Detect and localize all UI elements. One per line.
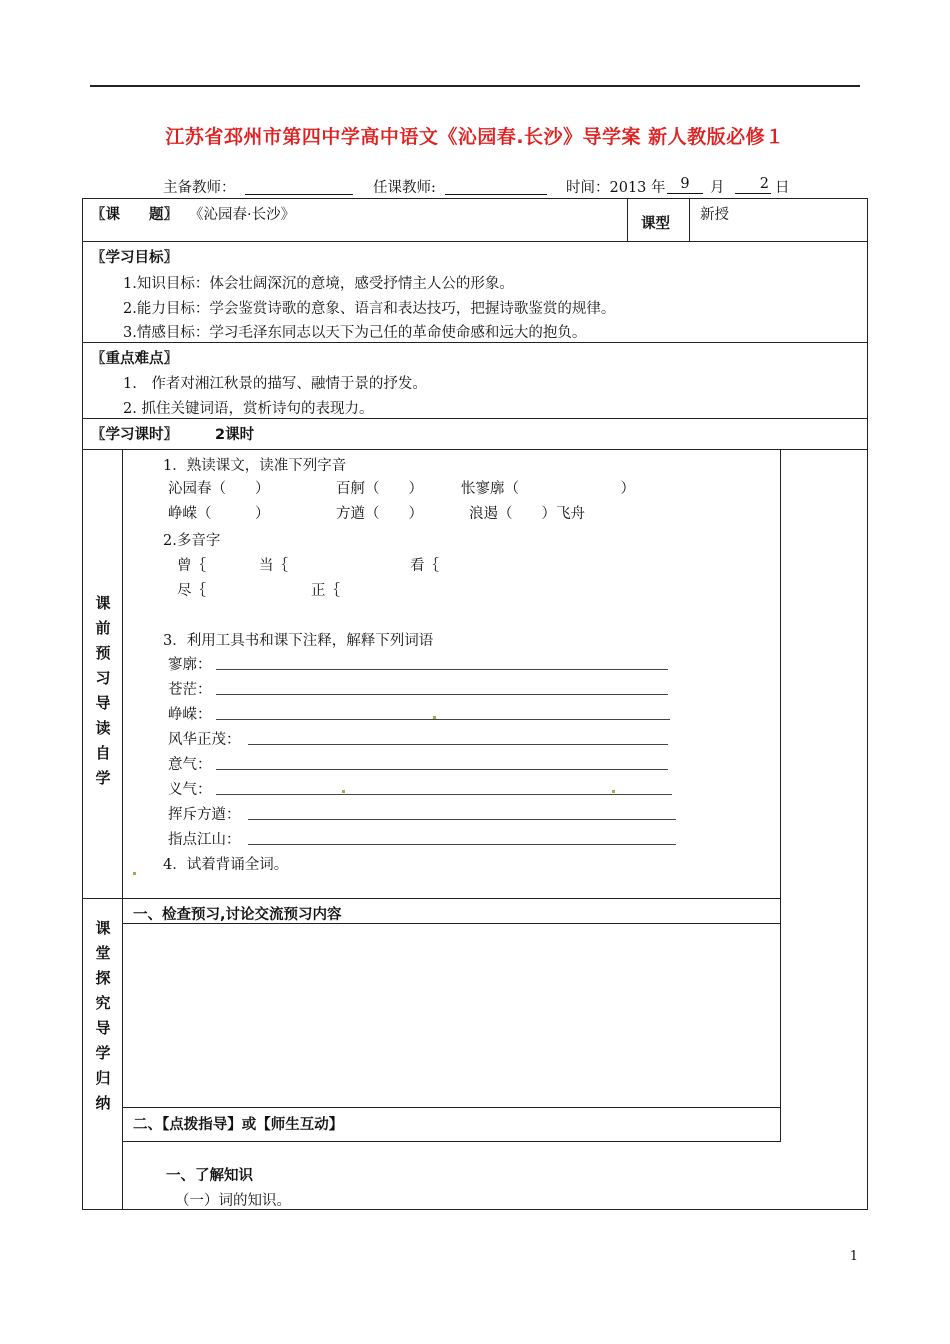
term-label: 峥嵘：: [168, 707, 212, 723]
pronunciation-item[interactable]: 沁园春（ ）: [168, 481, 270, 497]
table-right-border: [867, 198, 868, 1210]
polyphone-item[interactable]: 当｛: [259, 558, 288, 574]
polyphone-item[interactable]: 尽｛: [177, 583, 206, 599]
term-label: 指点江山：: [168, 832, 241, 848]
term-answer-line[interactable]: [248, 819, 676, 820]
lesson-type-value: 新授: [700, 207, 729, 223]
key-point-item: 2. 抓住关键词语，赏析诗句的表现力。: [123, 401, 374, 417]
subsection-heading: 一、了解知识: [166, 1168, 253, 1184]
preview-q2: 2.多音字: [163, 533, 221, 549]
month-value[interactable]: 9: [667, 176, 703, 194]
scan-speck: [433, 716, 436, 719]
classroom-side-label: 课 堂 探 究 导 学 归 纳: [95, 919, 111, 1112]
table-left-border: [82, 198, 83, 1210]
topic-value: 《沁园春·长沙》: [189, 207, 296, 223]
lead-teacher-label: 主备教师：: [163, 180, 236, 196]
key-point-item: 1. 作者对湘江秋景的描写、融情于景的抒发。: [123, 376, 427, 392]
hours-value: 2课时: [215, 427, 255, 443]
header-rule: [90, 85, 860, 87]
preview-q1: 1．熟读课文，读准下列字音: [163, 458, 347, 474]
term-label: 寥廓：: [168, 657, 212, 673]
polyphone-item[interactable]: 曾｛: [177, 558, 206, 574]
term-label: 风华正茂：: [168, 732, 241, 748]
objective-item: 2.能力目标：学会鉴赏诗歌的意象、语言和表达技巧，把握诗歌鉴赏的规律。: [123, 301, 616, 317]
preview-side-label: 课 前 预 习 导 读 自 学: [95, 594, 111, 787]
term-answer-line[interactable]: [216, 794, 672, 795]
pronunciation-item[interactable]: 怅寥廓（ ）: [461, 481, 635, 497]
key-points-heading: 〖重点难点〗: [91, 351, 178, 367]
pronunciation-item[interactable]: 百舸（ ）: [336, 481, 423, 497]
pronunciation-item[interactable]: 浪遏（ ）飞舟: [469, 506, 585, 522]
teacher-blank[interactable]: [445, 178, 547, 195]
day-value[interactable]: 2: [735, 176, 771, 194]
scan-speck: [133, 872, 136, 875]
term-label: 苍茫：: [168, 682, 212, 698]
day-label: 日: [775, 180, 790, 196]
term-answer-line[interactable]: [216, 769, 668, 770]
teacher-label: 任课教师:: [373, 180, 436, 196]
preview-q3: 3．利用工具书和课下注释，解释下列词语: [163, 633, 434, 649]
month-label: 月: [710, 180, 725, 196]
lesson-type-label: 课型: [641, 216, 670, 232]
polyphone-item[interactable]: 正｛: [311, 583, 340, 599]
term-answer-line[interactable]: [248, 844, 676, 845]
document-title: 江苏省邳州市第四中学高中语文《沁园春.长沙》导学案 新人教版必修１: [165, 126, 785, 148]
pronunciation-item[interactable]: 方遒（ ）: [336, 506, 423, 522]
topic-label: 〖课 题〗: [91, 207, 178, 223]
term-label: 义气：: [168, 782, 212, 798]
term-label: 意气：: [168, 757, 212, 773]
term-answer-line[interactable]: [216, 669, 668, 670]
lead-teacher-blank[interactable]: [245, 178, 353, 195]
objective-item: 1.知识目标：体会壮阔深沉的意境，感受抒情主人公的形象。: [123, 276, 514, 292]
part1-heading: 一、检查预习,讨论交流预习内容: [133, 907, 342, 923]
table-top-border: [82, 198, 868, 199]
time-label: 时间：2013 年: [566, 180, 666, 196]
hours-heading: 〖学习课时〗: [91, 427, 178, 443]
scan-speck: [342, 790, 345, 793]
term-answer-line[interactable]: [216, 694, 668, 695]
pronunciation-item[interactable]: 峥嵘（ ）: [168, 506, 270, 522]
polyphone-item[interactable]: 看｛: [410, 558, 439, 574]
term-answer-line[interactable]: [248, 744, 668, 745]
objectives-heading: 〖学习目标〗: [91, 250, 178, 266]
subsection-item: （一）词的知识。: [175, 1193, 291, 1209]
term-answer-line[interactable]: [216, 719, 670, 720]
page-number: 1: [849, 1249, 858, 1264]
scan-speck: [612, 790, 615, 793]
part2-heading: 二、【点拨指导】或【师生互动】: [133, 1117, 344, 1133]
preview-q4: 4．试着背诵全词。: [163, 857, 289, 873]
objective-item: 3.情感目标：学习毛泽东同志以天下为己任的革命使命感和远大的抱负。: [123, 325, 587, 341]
term-label: 挥斥方遒：: [168, 807, 241, 823]
